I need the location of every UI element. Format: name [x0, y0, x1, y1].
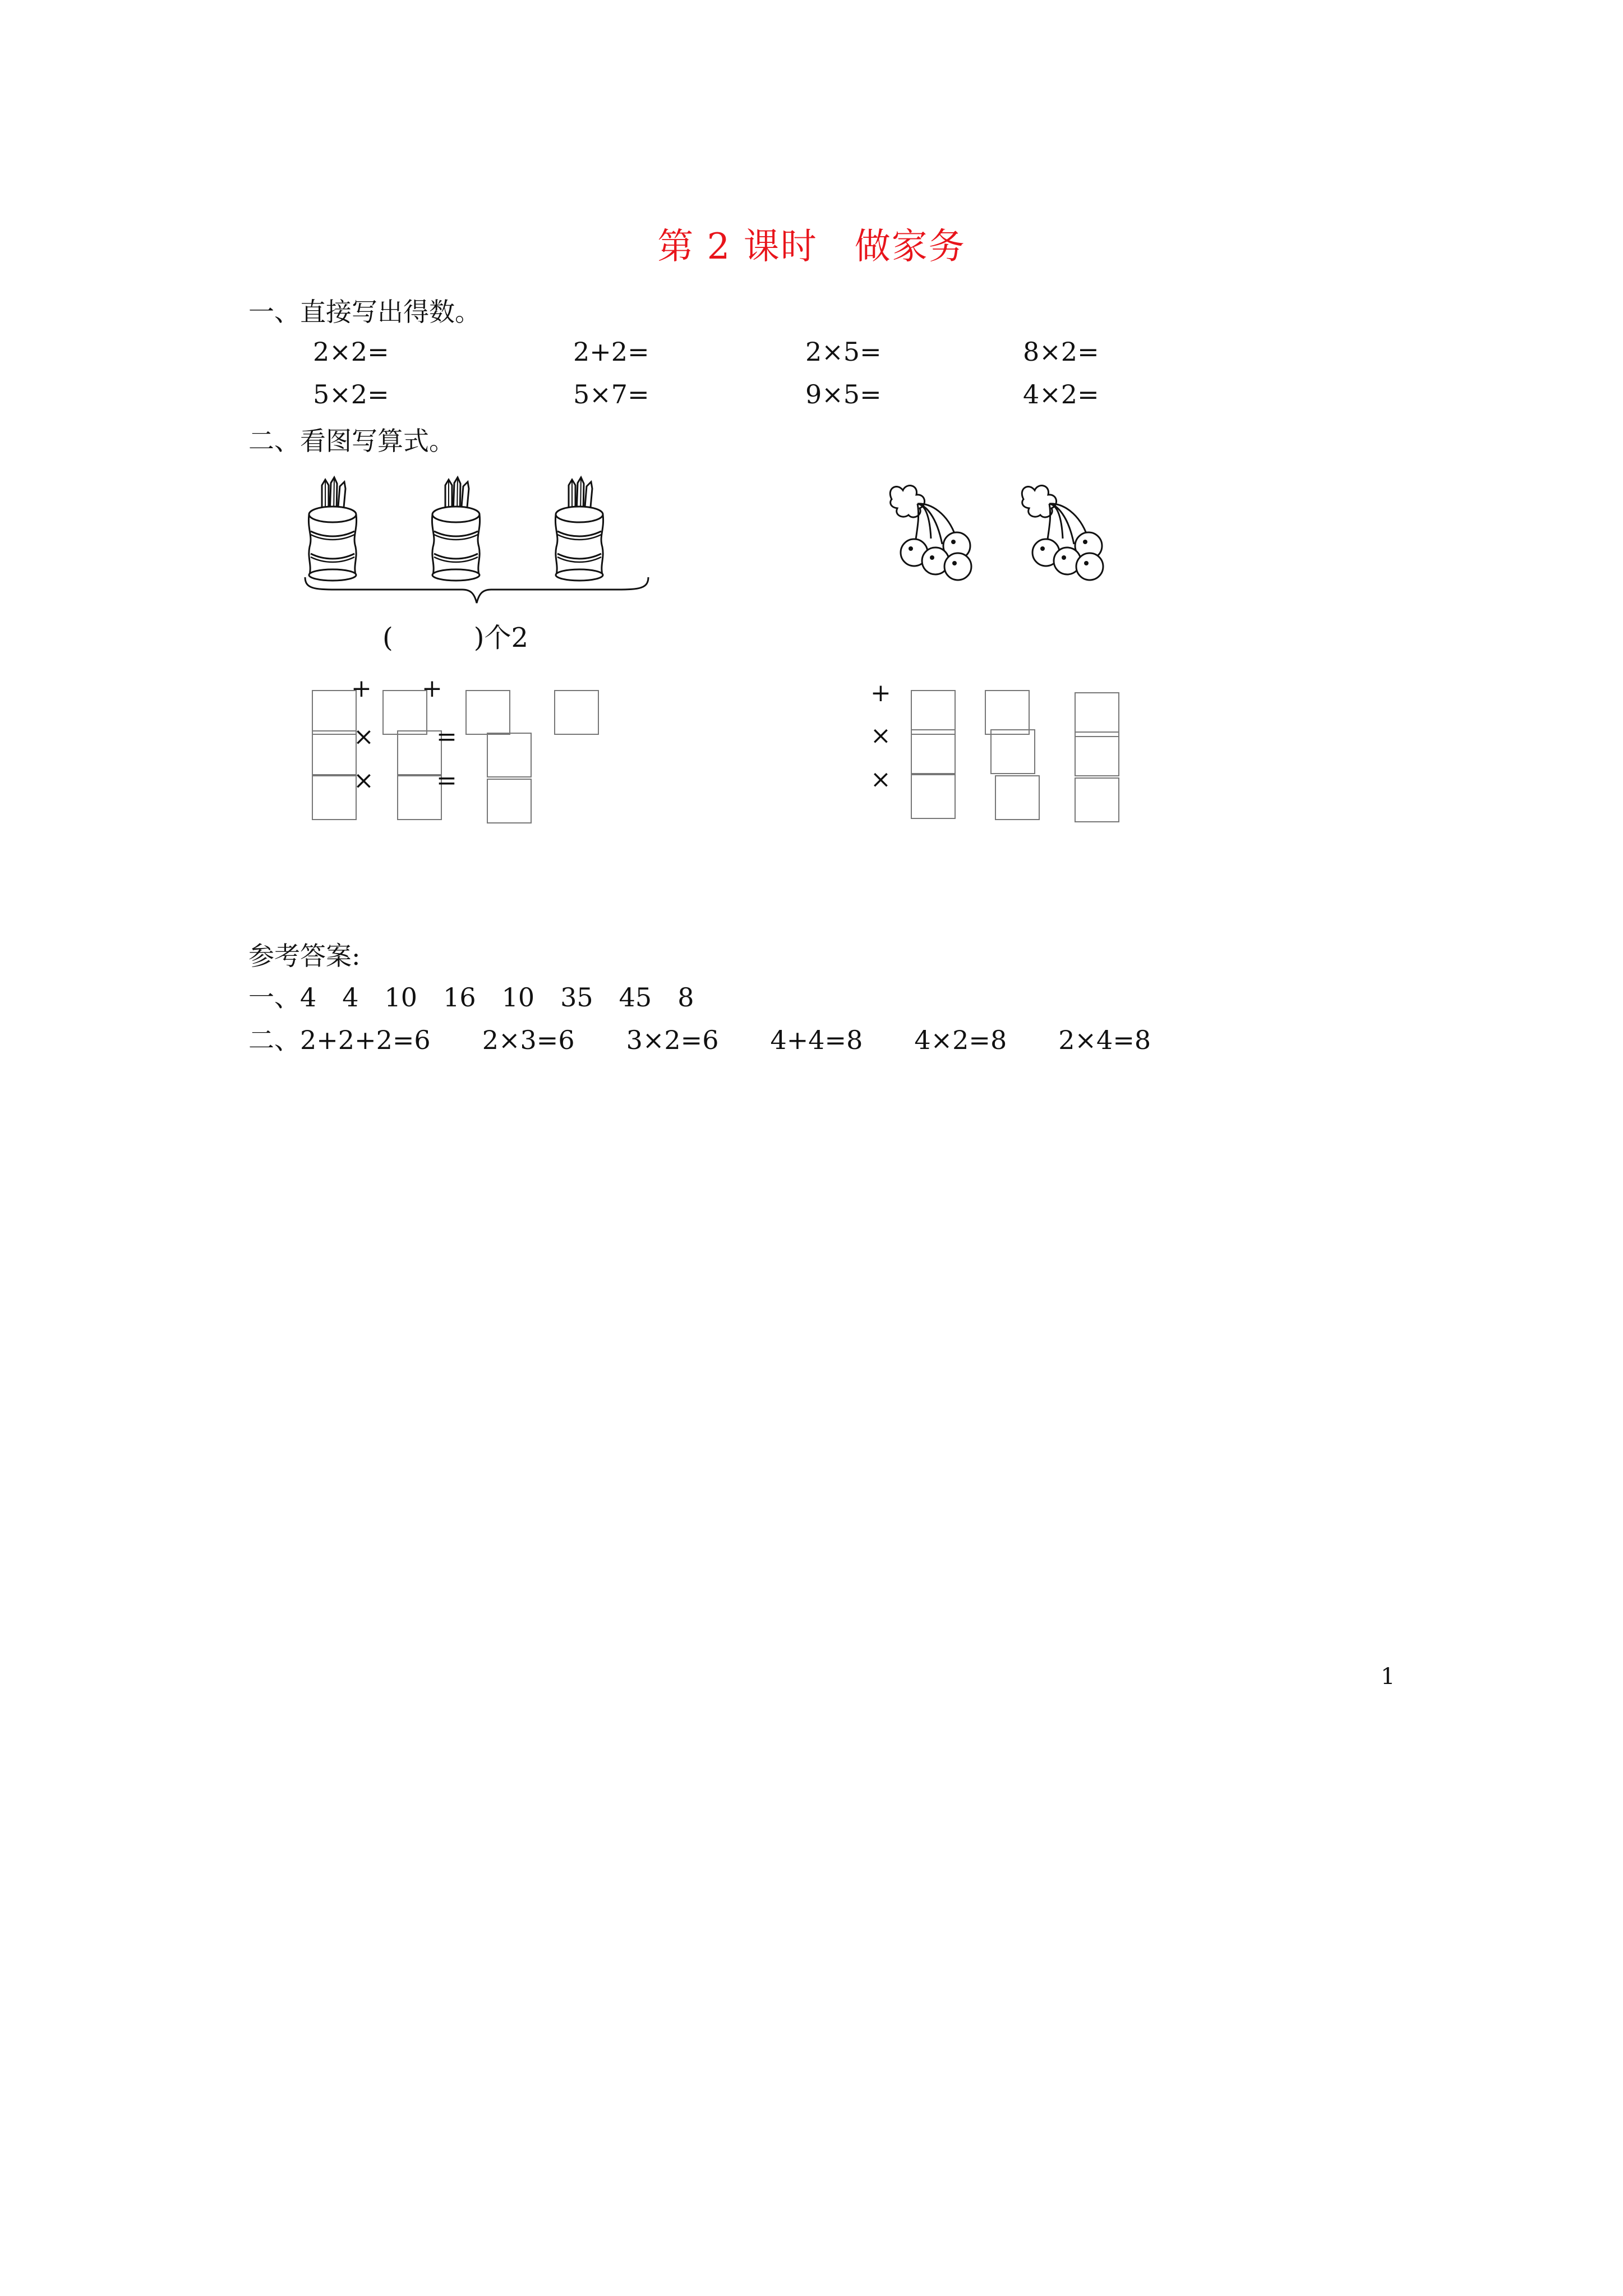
question-2-4: 4×2=	[1023, 379, 1099, 409]
answers-line-1: 一、4 4 10 16 10 35 45 8	[248, 982, 694, 1013]
plus-operator: +	[351, 674, 372, 703]
question-1-1: 2×2=	[313, 337, 389, 367]
answer-box[interactable]	[995, 775, 1040, 820]
answer-box[interactable]	[397, 730, 442, 775]
equals-operator: =	[436, 766, 457, 795]
section-1-heading: 一、直接写出得数。	[248, 297, 481, 327]
answers-line-2: 二、2+2+2=6 2×3=6 3×2=6 4+4=8 4×2=8 2×4=8	[248, 1025, 1151, 1055]
answer-box[interactable]	[312, 730, 357, 775]
question-1-4: 8×2=	[1023, 337, 1099, 367]
answer-box[interactable]	[985, 690, 1030, 735]
answer-box[interactable]	[1075, 692, 1119, 737]
times-operator: ×	[353, 766, 374, 795]
question-1-2: 2+2=	[573, 337, 649, 367]
times-operator: ×	[353, 723, 374, 751]
question-2-1: 5×2=	[313, 379, 389, 409]
answer-box[interactable]	[487, 733, 532, 777]
answer-box[interactable]	[312, 690, 357, 735]
answer-box[interactable]	[554, 690, 599, 735]
plus-operator: +	[870, 679, 891, 707]
answers-heading: 参考答案:	[248, 941, 361, 971]
cherries-illustration	[875, 477, 1122, 589]
section-2-heading: 二、看图写算式。	[248, 426, 455, 456]
answer-box[interactable]	[382, 690, 427, 735]
equals-operator: =	[436, 723, 457, 751]
answer-box[interactable]	[397, 775, 442, 820]
page-number: 1	[1381, 1664, 1395, 1690]
question-2-2: 5×7=	[573, 379, 649, 409]
question-1-3: 2×5=	[805, 337, 882, 367]
question-2-3: 9×5=	[805, 379, 882, 409]
answer-box[interactable]	[911, 729, 956, 774]
curly-brace	[303, 575, 651, 609]
answer-box[interactable]	[911, 774, 956, 819]
answer-box[interactable]	[312, 775, 357, 820]
answer-box[interactable]	[1075, 777, 1119, 822]
answer-box[interactable]	[487, 779, 532, 823]
page-title: 第 2 课时 做家务	[657, 226, 966, 268]
brace-label: ( )个2	[382, 622, 528, 654]
answer-box[interactable]	[465, 690, 510, 735]
answer-box[interactable]	[990, 729, 1035, 774]
times-operator: ×	[870, 721, 891, 750]
plus-operator: +	[422, 674, 442, 703]
answer-box[interactable]	[1075, 731, 1119, 776]
times-operator: ×	[870, 765, 891, 794]
answer-box[interactable]	[911, 690, 956, 735]
